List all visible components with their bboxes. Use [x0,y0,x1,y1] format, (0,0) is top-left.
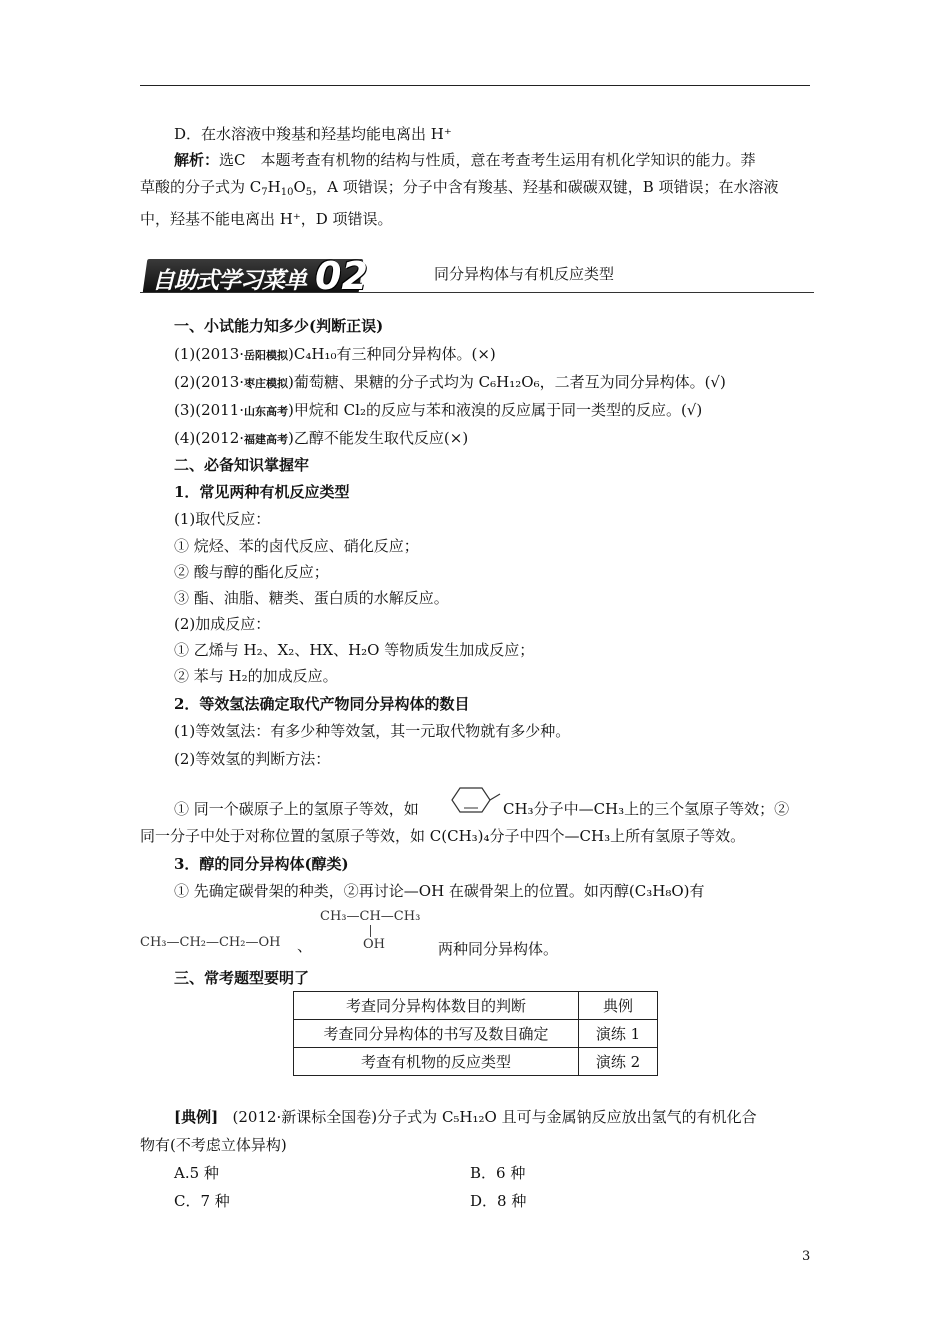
s2-title: 2．等效氢法确定取代产物同分异构体的数目 [174,695,470,713]
s1-line: ③ 酯、油脂、糖类、蛋白质的水解反应。 [174,589,449,607]
s3-title: 3．醇的同分异构体(醇类) [174,855,349,873]
analysis-label: 解析： [174,151,220,169]
table-cell: 考查同分异构体数目的判断 [294,992,579,1020]
s2-p1b: CH₃分子中—CH₃上的三个氢原子等效；② [503,800,790,818]
section-title: 同分异构体与有机反应类型 [434,265,615,283]
part1-item-4: (4)(2012·福建高考)乙醇不能发生取代反应(×) [174,429,469,447]
table-cell: 演练 1 [579,1020,658,1048]
part1-item-1: (1)(2013·岳阳模拟)C₄H₁₀有三种同分异构体。(×) [174,345,496,363]
option-a: A.5 种 [174,1164,219,1182]
chem-isopropanol-oh: OH [363,937,385,952]
table-cell: 典例 [579,992,658,1020]
s2-line: (1)等效氢法：有多少种等效氢，其一元取代物就有多少种。 [174,722,571,740]
example-label: [典例] [174,1108,219,1126]
section-banner-number: 02 [315,254,368,298]
option-d: D．在水溶液中羧基和羟基均能电离出 H⁺ [174,125,452,143]
table-row [294,992,658,1020]
part1-item-2: (2)(2013·枣庄模拟)葡萄糖、果糖的分子式均为 C₆H₁₂O₆，二者互为同分异构体。(√) [174,373,726,391]
chem-bond [370,925,371,937]
example-source: (2012·新课标全国卷) [232,1108,378,1126]
table-cell: 考查有机物的反应类型 [294,1048,579,1076]
example-text: 分子式为 C₅H₁₂O 且可与金属钠反应放出氢气的有机化合 [377,1108,757,1126]
part1-item-3: (3)(2011·山东高考)甲烷和 Cl₂的反应与苯和液溴的反应属于同一类型的反应。(√) [174,401,703,419]
s1-line: (1)取代反应： [174,510,271,528]
analysis-line2a: 草酸的分子式为 C [140,178,262,196]
s2-p2: 同一分子中处于对称位置的氢原子等效，如 C(CH₃)₄分子中四个—CH₃上所有氢原子等效。 [140,827,746,845]
analysis-paragraph: 解析：选C 本题考查有机物的结构与性质，意在考查考生运用有机化学知识的能力。莽 草酸的分子式为 $C_7H_{10}O_5$，A 项错误；分子中含有羧基、羟基和碳碳双键，B 项错误；在水溶液 中，羟基不能电离出 H⁺，D 项错误。 [140,147,812,233]
table-cell: 演练 2 [579,1048,658,1076]
s1-line: ② 酸与醇的酯化反应； [174,563,329,581]
option-d2: D．8 种 [470,1192,527,1210]
option-b: B．6 种 [470,1164,526,1182]
analysis-line2b: ，A 项错误；分子中含有羧基、羟基和碳碳双键，B 项错误；在水溶液 [312,178,779,196]
analysis-line3: 中，羟基不能电离出 H⁺，D 项错误。 [140,210,393,228]
table-cell: 考查同分异构体的书写及数目确定 [294,1020,579,1048]
s2-line: (2)等效氢的判断方法： [174,750,331,768]
s2-p1a: ① 同一个碳原子上的氢原子等效，如 [174,800,419,818]
s1-line: ② 苯与 H₂的加成反应。 [174,667,338,685]
option-c: C．7 种 [174,1192,230,1210]
part1-heading: 一、小试能力知多少(判断正误) [174,317,384,335]
section-banner-text: 自助式学习菜单 [152,268,306,294]
part2-heading: 二、必备知识掌握牢 [174,456,310,474]
s1-line: ① 烷烃、苯的卤代反应、硝化反应； [174,537,419,555]
s1-line: (2)加成反应： [174,615,271,633]
s3-line: ① 先确定碳骨架的种类，②再讨论—OH 在碳骨架上的位置。如丙醇(C₃H₈O)有 [174,882,705,900]
s1-line: ① 乙烯与 H₂、X₂、HX、H₂O 等物质发生加成反应； [174,641,535,659]
chem-isopropanol-chain: CH₃—CH—CH₃ [320,909,421,924]
example-line2: 物有(不考虑立体异构) [140,1136,287,1154]
table-row [294,1020,658,1048]
table-row [294,1048,658,1076]
question-type-table [293,991,658,1076]
s1-title: 1．常见两种有机反应类型 [174,483,350,501]
top-rule [140,85,810,86]
s3-tail: 两种同分异构体。 [438,940,559,958]
benzene-ring-icon [440,783,502,817]
example-line1 [174,1106,757,1127]
section-rule [140,292,814,293]
part3-heading: 三、常考题型要明了 [174,969,310,987]
chem-propanol: CH₃—CH₂—CH₂—OH [140,935,281,950]
page-number: 3 [802,1249,811,1264]
chem-separator: 、 [297,937,313,955]
analysis-line1: 选C 本题考查有机物的结构与性质，意在考查考生运用有机化学知识的能力。莽 [219,151,756,169]
